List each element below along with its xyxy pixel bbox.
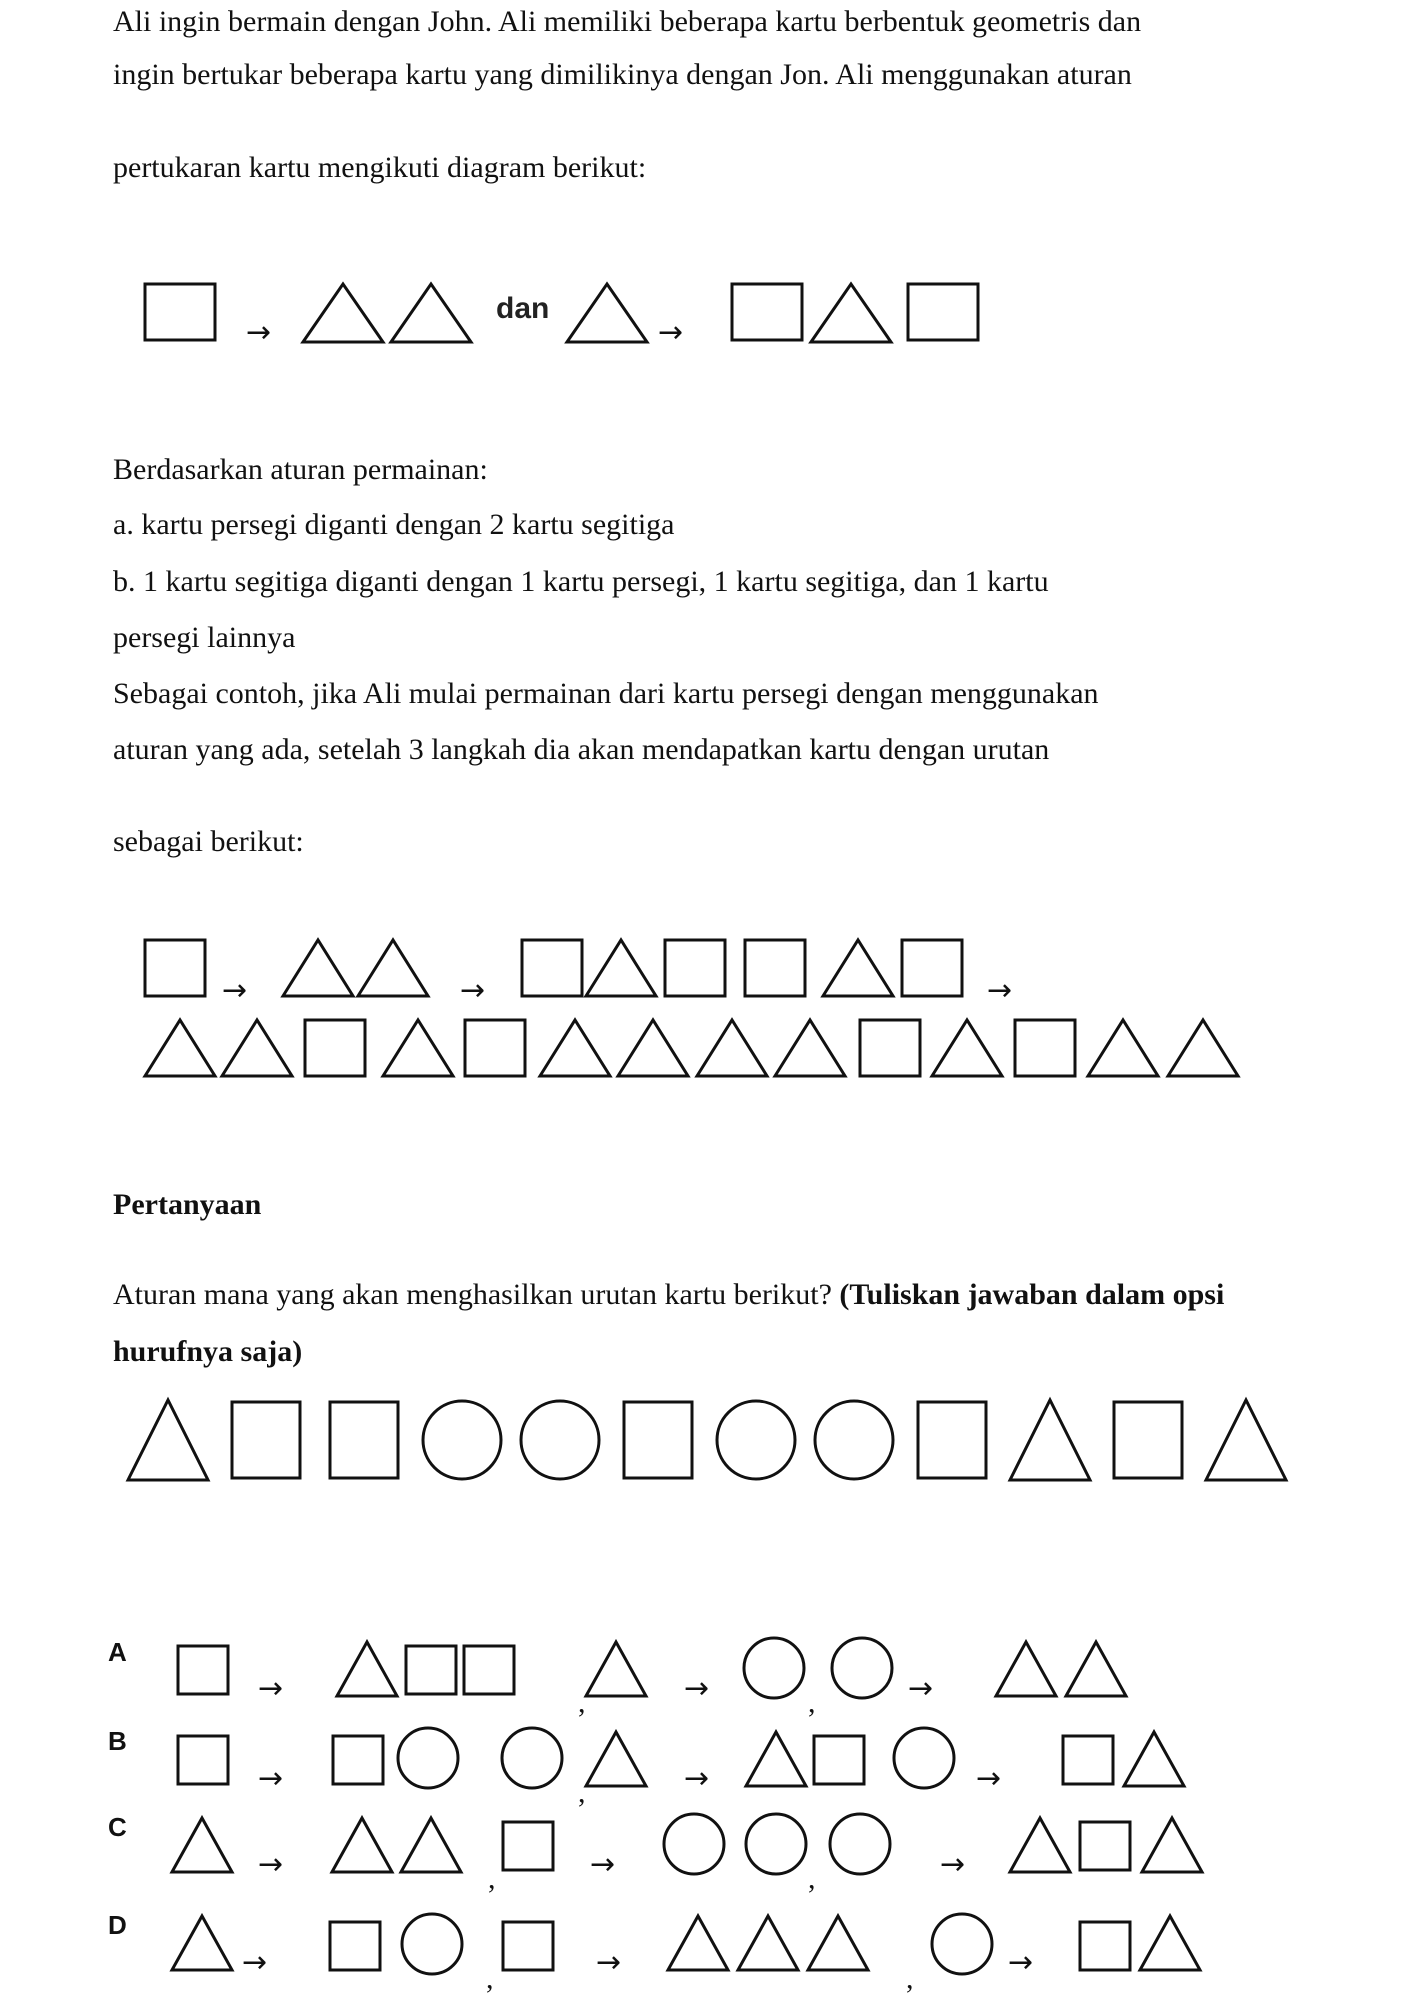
rules-heading: Berdasarkan aturan permainan:: [113, 453, 488, 486]
intro-line-2: ingin bertukar beberapa kartu yang dimilikinya dengan Jon. Ali menggunakan aturan: [113, 58, 1132, 91]
arrow-icon: →: [908, 1671, 934, 1706]
target-sequence: [128, 1400, 1286, 1480]
option-letter-a: A: [108, 1637, 127, 1667]
square-icon: [145, 940, 205, 996]
triangle-icon: [332, 1818, 392, 1872]
square-icon: [1015, 1020, 1075, 1076]
triangle-icon: [746, 1732, 806, 1786]
square-icon: [1114, 1402, 1182, 1478]
triangle-icon: [303, 284, 383, 342]
arrow-icon: →: [596, 1945, 622, 1980]
square-icon: [814, 1736, 864, 1784]
arrow-icon: →: [1008, 1945, 1034, 1980]
arrow-icon: →: [976, 1761, 1002, 1796]
arrow-icon: →: [460, 973, 486, 1008]
square-icon: [464, 1646, 514, 1694]
triangle-icon: [1124, 1732, 1184, 1786]
triangle-icon: [586, 940, 656, 996]
question-instruction: (Tuliskan jawaban dalam opsi: [839, 1278, 1225, 1311]
arrow-icon: →: [258, 1761, 284, 1796]
square-icon: [503, 1922, 553, 1970]
square-icon: [305, 1020, 365, 1076]
triangle-icon: [932, 1020, 1002, 1076]
triangle-icon: [391, 284, 471, 342]
circle-icon: [832, 1638, 892, 1698]
triangle-icon: [128, 1400, 208, 1480]
circle-icon: [521, 1401, 599, 1479]
example-line-3: sebagai berikut:: [113, 825, 304, 858]
triangle-icon: [823, 940, 893, 996]
triangle-icon: [1088, 1020, 1158, 1076]
arrow-icon: →: [684, 1671, 710, 1706]
option-letter-d: D: [108, 1910, 127, 1940]
triangle-icon: [811, 284, 891, 342]
option-a-diagram[interactable]: [178, 1638, 1126, 1719]
arrow-icon: →: [590, 1847, 616, 1882]
triangle-icon: [1066, 1642, 1126, 1696]
example-line-1: Sebagai contoh, jika Ali mulai permainan dari kartu persegi dengan menggunakan: [113, 677, 1099, 710]
question-heading: Pertanyaan: [113, 1188, 262, 1221]
example-line-2: aturan yang ada, setelah 3 langkah dia akan mendapatkan kartu dengan urutan: [113, 733, 1050, 766]
comma-separator: ,: [578, 1686, 586, 1719]
circle-icon: [402, 1914, 462, 1974]
triangle-icon: [1010, 1400, 1090, 1480]
example-result-row: [145, 1020, 1238, 1076]
intro-line-1: Ali ingin bermain dengan John. Ali memiliki beberapa kartu berbentuk geometris dan: [113, 5, 1142, 38]
triangle-icon: [383, 1020, 453, 1076]
square-icon: [333, 1736, 383, 1784]
square-icon: [178, 1646, 228, 1694]
question-text-line-2: hurufnya saja): [113, 1335, 303, 1368]
arrow-icon: →: [258, 1847, 284, 1882]
triangle-icon: [358, 940, 428, 996]
circle-icon: [932, 1914, 992, 1974]
option-b-diagram[interactable]: [178, 1728, 1184, 1809]
square-icon: [406, 1646, 456, 1694]
square-icon: [1080, 1922, 1130, 1970]
question-text: Aturan mana yang akan menghasilkan urutan kartu berikut?: [113, 1278, 840, 1311]
square-icon: [145, 284, 215, 340]
option-c-diagram[interactable]: [172, 1814, 1202, 1895]
circle-icon: [744, 1638, 804, 1698]
square-icon: [232, 1402, 300, 1478]
arrow-icon: →: [258, 1671, 284, 1706]
triangle-icon: [618, 1020, 688, 1076]
circle-icon: [815, 1401, 893, 1479]
square-icon: [732, 284, 802, 340]
triangle-icon: [1168, 1020, 1238, 1076]
arrow-icon: →: [940, 1847, 966, 1882]
option-letter-b: B: [108, 1726, 127, 1756]
square-icon: [918, 1402, 986, 1478]
square-icon: [860, 1020, 920, 1076]
triangle-icon: [1206, 1400, 1286, 1480]
circle-icon: [894, 1728, 954, 1788]
example-step-row: [145, 940, 1012, 1008]
option-d-diagram[interactable]: [172, 1914, 1200, 1995]
intro-line-3: pertukaran kartu mengikuti diagram berikut:: [113, 151, 647, 184]
circle-icon: [423, 1401, 501, 1479]
triangle-icon: [540, 1020, 610, 1076]
arrow-icon: →: [684, 1761, 710, 1796]
square-icon: [465, 1020, 525, 1076]
arrow-icon: →: [222, 973, 248, 1008]
option-letter-c: C: [108, 1812, 127, 1842]
arrow-icon: →: [242, 1945, 268, 1980]
circle-icon: [664, 1814, 724, 1874]
circle-icon: [502, 1728, 562, 1788]
square-icon: [178, 1736, 228, 1784]
triangle-icon: [775, 1020, 845, 1076]
triangle-icon: [1140, 1916, 1200, 1970]
triangle-icon: [401, 1818, 461, 1872]
triangle-icon: [808, 1916, 868, 1970]
triangle-icon: [283, 940, 353, 996]
comma-separator: ,: [906, 1962, 914, 1995]
arrow-icon: →: [658, 315, 684, 350]
rule-a: a. kartu persegi diganti dengan 2 kartu segitiga: [113, 508, 675, 541]
triangle-icon: [567, 284, 647, 342]
square-icon: [522, 940, 582, 996]
rule-connector: dan: [496, 292, 550, 325]
comma-separator: ,: [578, 1776, 586, 1809]
rule-b-line-2: persegi lainnya: [113, 621, 296, 654]
triangle-icon: [222, 1020, 292, 1076]
rule-diagram: [145, 284, 978, 350]
triangle-icon: [1010, 1818, 1070, 1872]
triangle-icon: [586, 1732, 646, 1786]
circle-icon: [830, 1814, 890, 1874]
triangle-icon: [668, 1916, 728, 1970]
arrow-icon: →: [246, 315, 272, 350]
comma-separator: ,: [486, 1962, 494, 1995]
triangle-icon: [172, 1916, 232, 1970]
arrow-icon: →: [987, 973, 1013, 1008]
square-icon: [330, 1922, 380, 1970]
circle-icon: [398, 1728, 458, 1788]
triangle-icon: [697, 1020, 767, 1076]
triangle-icon: [1142, 1818, 1202, 1872]
triangle-icon: [145, 1020, 215, 1076]
square-icon: [665, 940, 725, 996]
comma-separator: ,: [808, 1686, 816, 1719]
square-icon: [503, 1822, 553, 1870]
triangle-icon: [586, 1642, 646, 1696]
triangle-icon: [172, 1818, 232, 1872]
square-icon: [908, 284, 978, 340]
comma-separator: ,: [808, 1862, 816, 1895]
square-icon: [1080, 1822, 1130, 1870]
triangle-icon: [738, 1916, 798, 1970]
triangle-icon: [337, 1642, 397, 1696]
square-icon: [745, 940, 805, 996]
rule-b-line-1: b. 1 kartu segitiga diganti dengan 1 kartu persegi, 1 kartu segitiga, dan 1 kartu: [113, 565, 1049, 598]
square-icon: [902, 940, 962, 996]
circle-icon: [717, 1401, 795, 1479]
circle-icon: [746, 1814, 806, 1874]
comma-separator: ,: [488, 1862, 496, 1895]
square-icon: [624, 1402, 692, 1478]
square-icon: [330, 1402, 398, 1478]
square-icon: [1063, 1736, 1113, 1784]
triangle-icon: [996, 1642, 1056, 1696]
